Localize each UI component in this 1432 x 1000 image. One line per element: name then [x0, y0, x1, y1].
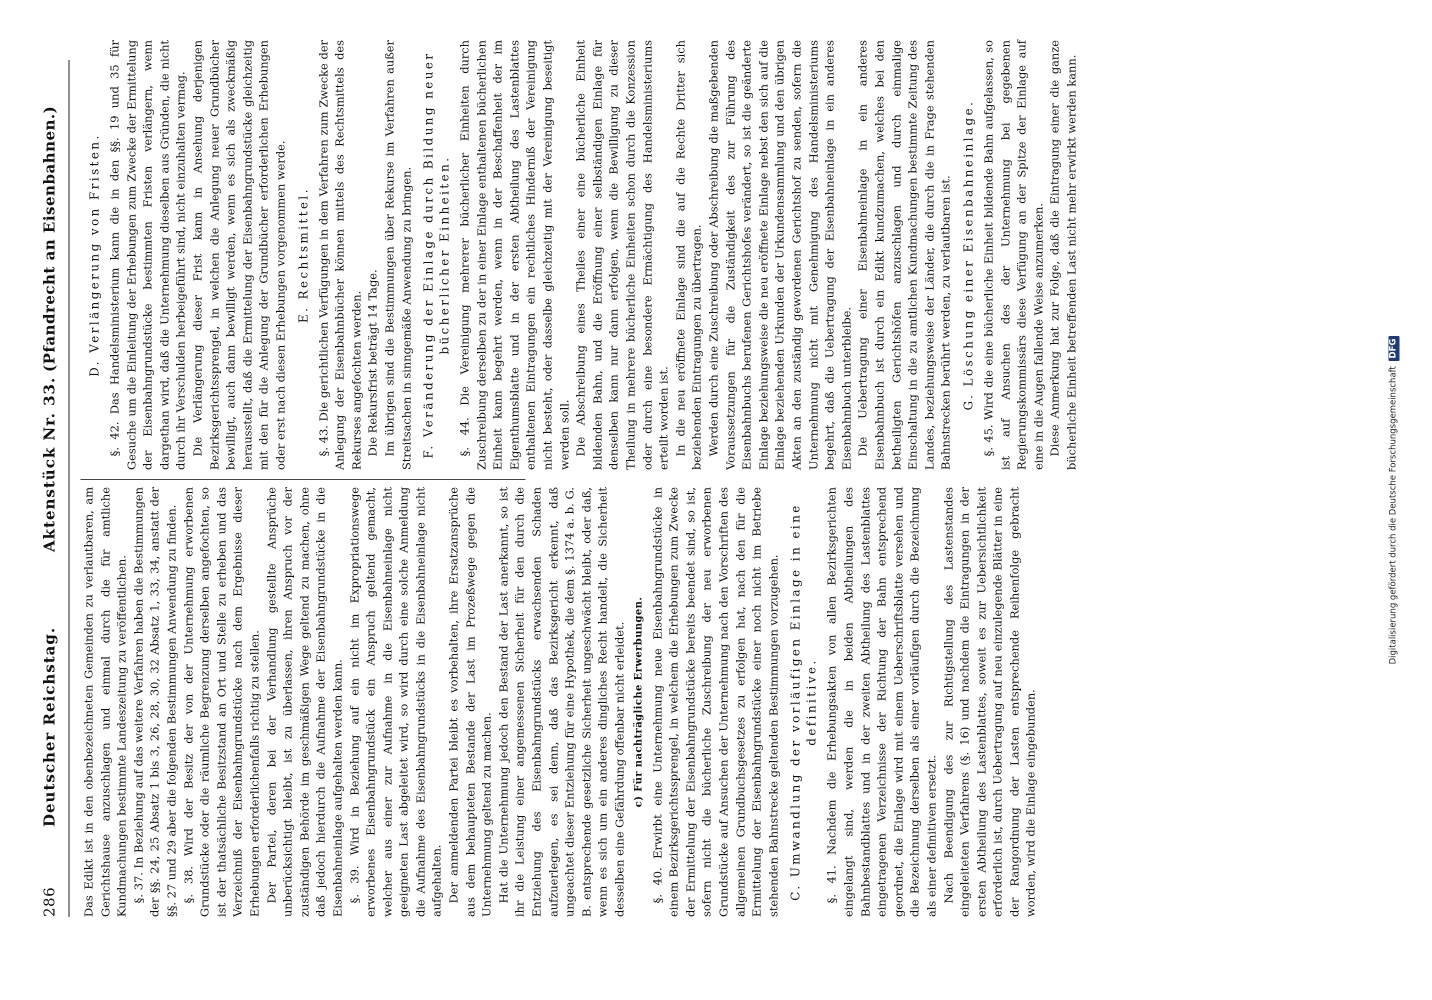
paragraph: Hat die Unternehmung jedoch den Bestand der Last anerkannt, so ist ihr die Leistung einer angemessenen Sicherheit für den durch die Entziehung des Eisenbahngrundstücks erwachsenden Schaden aufzuerlegen, es sei denn, daß das Bezirksgericht erkennt, daß ungeachtet dieser Entziehung für eine Hypothek, die dem §. 1374 a. b. G. B. entsprechende gesetzliche Sicherheit ungeschwächt bleibt, oder daß, wenn es sich um ein anderes dingliches Recht handelt, die Sicherheit desselben eine Gefährdung offenbar nicht erleidet.	[496, 487, 627, 917]
paragraph: Die Uebertragung einer Eisenbahneinlage in ein anderes Eisenbahnbuch ist durch ein Edikt kundzumachen, welches bei den betheiligten Gerichtshöfen anzuschlagen und durch einmalige Einschaltung in die zu amtlichen Kundmachungen bestimmte Zeitung des Landes, beziehungsweise der Länder, die durch die in Frage stehenden Bahnstrecken berührt werden, zu verlautbaren ist.	[855, 40, 953, 470]
header-rule	[69, 60, 70, 917]
paragraph: Das Edikt ist in den obenbezeichneten Gemeinden zu verlautbaren, am Gerichtshause anzuschlagen und einmal durch die für amtliche Kundmachungen bestimmte Landeszeitung zu veröffentlichen.	[81, 487, 129, 917]
subsection-heading: c) Für nachträgliche Erwerbungen.	[633, 596, 645, 808]
paragraph: Die Abschreibung eines Theiles einer eine bücherliche Einheit bildenden Bahn, und die Eröffnung einer selbständigen Einlage für denselben kann nur dann erfolgen, wenn die Bewilligung zu dieser Theilung in mehrere bücherliche Einheiten schon durch die Konzession oder durch eine besondere Ermächtigung des Handelsministeriums erteilt worden ist.	[573, 40, 671, 470]
digitization-credit	[1389, 65, 1400, 935]
paragraph: Nach Beendigung des zur Richtigstellung des Lastenstandes eingeleiteten Verfahrens (§. 16) und nachdem die Eintragungen in der ersten Abtheilung des Lastenblattes, soweit es zur Uebersichtlichkeit erforderlich ist, durch Uebertragung auf neu einzulegende Blätter in eine der Rangordnung der Lasten entsprechende Reihenfolge gebracht worden, wird die Einlage eingebunden.	[941, 487, 1038, 917]
paragraph: §. 37. In Beziehung auf das weitere Verfahren haben die Bestimmungen der §§. 24, 25 Absatz 1 bis 3, 26, 28, 30, 32 Absatz 1, 33, 34, anstatt der §§. 27 und 29 aber die folgenden Bestimmungen Anwendung zu finden.	[131, 487, 179, 917]
dfg-logo: DFG	[1389, 336, 1400, 362]
running-head-mid: Aktenstück Nr. 33.	[40, 376, 59, 552]
paragraph: §. 41. Nachdem die Erhebungsakten von allen Bezirksgerichten eingelangt sind, werden die in beiden Abtheilungen des Bahnbestandblattes und in der zweiten Abtheilung des Lastenblattes eingetragenen Verzeichnisse der Richtung der Bahn entsprechend geordnet, die Einlage wird mit einem Ueberschriftsblatte versehen und die Bezeichnung derselben als einer vorläufigen durch die Bezeichnung als einer definitiven ersetzt.	[824, 487, 939, 917]
paragraph: §. 45. Wird die eine bücherliche Einheit bildende Bahn aufgelassen, so ist auf Ansuchen des der Unternehmung bei gegebenen Regierungskommissärs diese Verfügung an der Spitze der Einlage auf eine in die Augen fallende Weise anzumerken.	[981, 40, 1046, 470]
page-header	[37, 60, 67, 917]
left-column	[81, 487, 1040, 917]
digitization-credit-text: Digitalisierung gefördert durch die Deutsche Forschungsgemeinschaft	[1388, 366, 1399, 665]
paragraph: Im übrigen sind die Bestimmungen über Rekurse im Verfahren außer Streitsachen in sinngemäße Anwendung zu bringen.	[382, 40, 413, 470]
section-heading-f: F. Veränderung der Einlage durch Bildung neuer bücherlicher Einheiten.	[421, 51, 452, 459]
paragraph: Der anmeldenden Partei bleibt es vorbehalten, ihre Ersatzansprüche aus dem behaupteten Bestande der Last im Prozeßwege gegen die Unternehmung geltend zu machen.	[446, 487, 494, 917]
section-heading-e: E. Rechtsmittel.	[296, 187, 311, 323]
paragraph: §. 39. Wird in Beziehung auf ein nicht im Expropriationswege erworbenes Eisenbahngrundstück ein Anspruch geltend gemacht, welcher aus einer zur Aufnahme in die Eisenbahneinlage nicht geeigneten Last abgeleitet wird, so wird durch eine solche Anmeldung die Aufnahme des Eisenbahngrundstücks in die Eisenbahneinlage nicht aufgehalten.	[347, 487, 444, 917]
column-divider	[81, 479, 526, 480]
paragraph: §. 43. Die gerichtlichen Verfügungen in dem Verfahren zum Zwecke der Anlegung der Eisenbahnbücher können mittels des Rechtsmittels des Rekurses angefochten werden.	[316, 40, 364, 470]
paragraph: Werden durch eine Zuschreibung oder Abschreibung die maßgebenden Voraussetzungen für die Zuständigkeit des zur Führung des Eisenbahnbuchs berufenen Gerichtshofes verändert, so ist die geänderte Einlage beziehungsweise die neu eröffnete Einlage nebst den sich auf die Einlage beziehenden Urkunden der Urkundensammlung und den übrigen Akten an den zuständig gewordenen Gerichtshof zu senden, sofern die Unternehmung nicht mit Genehmigung des Handelsministeriums begehrt, daß die Uebertragung der Eisenbahneinlage in ein anderes Eisenbahnbuch unterbleibe.	[706, 40, 854, 470]
paragraph: §. 40. Erwirbt eine Unternehmung neue Eisenbahngrundstücke in einem Bezirksgerichtssprengel, in welchem die Erhebungen zum Zwecke der Ermittelung der Eisenbahngrundstücke bereits beendet sind, so ist, sofern nicht die bücherliche Zuschreibung der neu erworbenen Grundstücke auf Ansuchen der Unternehmung nach den Vorschriften des allgemeinen Grundbuchsgesetzes zu erfolgen hat, nach den für die Ermittelung der Eisenbahngrundstücke einer noch nicht im Betriebe stehenden Bahnstrecke geltenden Bestimmungen vorzugehen.	[650, 487, 781, 917]
section-heading-d: D. Verlängerung von Fristen.	[87, 133, 102, 377]
paragraph: Der Partei, deren bei der Verhandlung gestellte Ansprüche unberücksichtigt bleibt, ist zu überlassen, ihren Anspruch vor der zuständigen Behörde im geschmäßigen Wege geltend zu machen, ohne daß jedoch hierdurch die Aufnahme der Eisenbahngrundstücke in die Eisenbahneinlage aufgehalten werden kann.	[264, 487, 345, 917]
right-column	[81, 40, 1080, 470]
paragraph: Die Verlängerung dieser Frist kann in Ansehung derjenigen Bezirksgerichtssprengel, in welchen die Anlegung neuer Grundbücher bewilligt, auch dann bewilligt werden, wenn es sich als zweckmäßig herausstellt, daß die Ermittelung der Eisenbahngrundstücke gleichzeitig mit den für die Anlegung der Grundbücher erforderlichen Erhebungen oder erst nach diesen Erhebungen vorgenommen werde.	[190, 40, 288, 470]
running-head-right: (Pfandrecht an Eisenbahnen.)	[40, 105, 59, 372]
section-heading-g: G. Löschung einer Eisenbahneinlage.	[961, 99, 976, 411]
paragraph: §. 44. Die Vereinigung mehrerer bücherlicher Einheiten durch Zuschreibung derselben zu der in einer Einlage enthaltenen bücherlichen Einheit kann begehrt werden, wenn in der Beschaffenheit der im Eigenthumsblatte und in der ersten Abtheilung des Lastenblattes enthaltenen Eintragungen ein rechtliches Hinderniß der Vereinigung nicht besteht, oder dasselbe gleichzeitig mit der Vereinigung beseitigt werden soll.	[457, 40, 572, 470]
paragraph: In die neu eröffnete Einlage sind die auf die Rechte Dritter sich beziehenden Eintragungen zu übertragen.	[673, 40, 704, 470]
paragraph: Die Rekursfrist beträgt 14 Tage.	[365, 269, 380, 457]
paragraph: §. 38. Wird der Besitz der von der Unternehmung erworbenen Grundstücke oder die räumliche Begrenzung derselben angefochten, so ist der thatsächliche Besitzstand an Ort und Stelle zu erheben und das Verzeichniß der Eisenbahngrundstücke nach dem Ergebnisse dieser Erhebungen erforderlichenfalls richtig zu stellen.	[181, 487, 262, 917]
section-heading-c: C. Umwandlung der vorläufigen Einlage in eine definitive.	[788, 503, 819, 901]
page-number: 286	[40, 886, 59, 917]
running-head-left: Deutscher Reichstag.	[40, 626, 59, 827]
document-page	[19, 25, 1414, 975]
paragraph: Diese Anmerkung hat zur Folge, daß die Eintragung einer die ganze bücherliche Einheit betreffenden Last nicht mehr erwirkt werden kann.	[1047, 40, 1079, 470]
paragraph: §. 42. Das Handelsministerium kann die in den §§. 19 und 35 für Gesuche um die Einleitung der Erhebungen zum Zwecke der Ermittelung der Eisenbahngrundstücke bestimmten Fristen verlängern, wenn dargethan wird, daß die Unternehmung dieselben aus Gründen, die nicht durch ihr Verschulden herbeigeführt sind, nicht einzuhalten vermag.	[107, 40, 188, 470]
